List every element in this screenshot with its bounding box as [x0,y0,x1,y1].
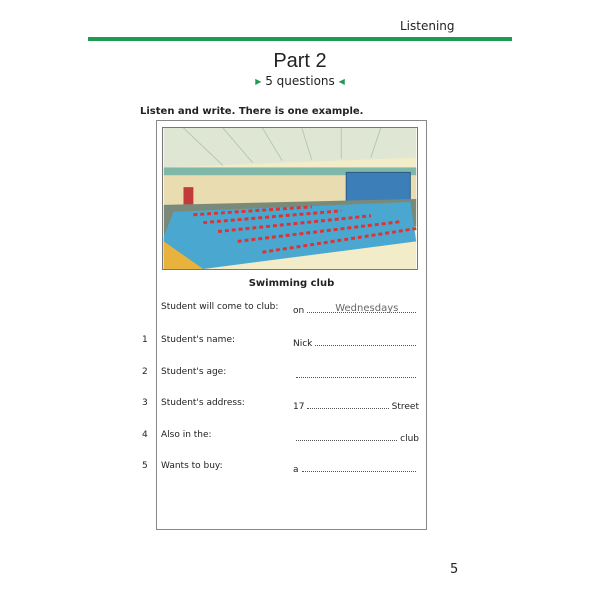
row-number: 2 [142,367,148,377]
section-label: Listening [400,19,455,33]
question-row-3 [130,398,420,412]
answer-prefix: a [293,465,299,475]
question-row-1 [130,335,420,349]
answer-line [293,430,419,444]
example-answer: Wednesdays [335,303,399,314]
row-label: Student will come to club: [161,302,279,312]
question-row-2 [130,367,420,381]
questions-count: 5 questions [265,74,335,88]
answer-line [293,398,419,412]
answer-prefix: Nick [293,339,313,349]
answer-field[interactable] [307,398,388,409]
answer-line [293,335,419,349]
row-label: Student's name: [161,335,236,345]
part-title: Part 2 [273,50,327,72]
answer-line [293,461,419,475]
answer-suffix: club [400,434,419,444]
row-number: 5 [142,461,148,471]
swimming-pool-illustration [162,127,418,270]
answer-line [293,367,419,381]
row-number: 1 [142,335,148,345]
answer-field[interactable] [302,461,416,472]
answer-line [293,302,419,316]
header-rule [88,37,512,41]
triangle-right-icon: ▶ [255,77,262,86]
page-number: 5 [450,562,459,577]
row-number: 3 [142,398,148,408]
instruction: Listen and write. There is one example. [140,106,364,117]
triangle-left-icon: ◀ [338,77,345,86]
form-title: Swimming club [248,278,335,289]
answer-field[interactable] [315,335,416,346]
row-label: Student's address: [161,398,245,408]
answer-field[interactable] [296,430,397,441]
answer-field[interactable] [296,367,416,378]
question-row-5 [130,461,420,475]
answer-suffix: Street [391,402,419,412]
row-number: 4 [142,430,148,440]
answer-prefix: on [293,306,305,316]
row-label: Wants to buy: [161,461,223,471]
answer-prefix: 17 [293,402,305,412]
row-label: Also in the: [161,430,212,440]
question-row-4 [130,430,420,444]
row-label: Student's age: [161,367,227,377]
part-subtitle [0,74,600,88]
example-row [130,302,420,316]
answer-field[interactable] [307,302,416,313]
